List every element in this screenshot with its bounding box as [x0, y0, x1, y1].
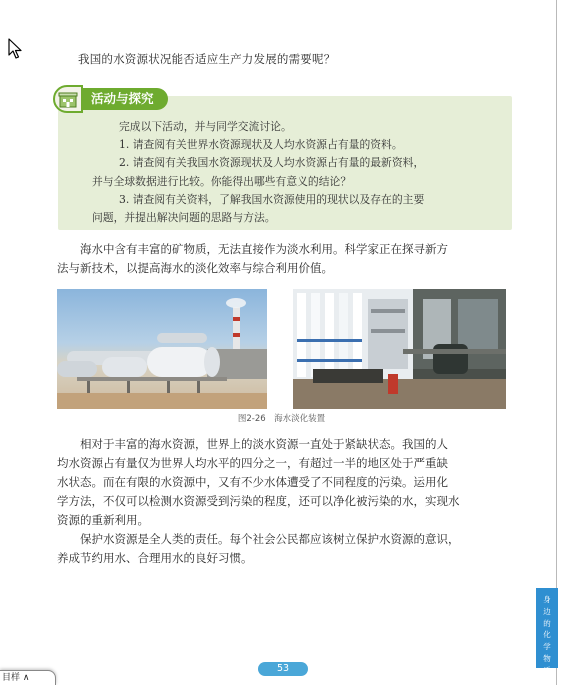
activity-line: 3. 请查阅有关资料，了解我国水资源使用的现状以及存在的主要 — [119, 192, 425, 206]
paragraph-protection — [57, 530, 460, 568]
chapter-side-tab — [536, 588, 558, 675]
activity-header — [53, 84, 168, 114]
side-tab-char: 边 — [543, 606, 551, 616]
activity-line: 1. 请查阅有关世界水资源现状及人均水资源占有量的资料。 — [119, 138, 403, 152]
desalination-plant-photo — [57, 289, 267, 409]
figure-caption: 图2-26 海水淡化装置 — [237, 414, 326, 424]
side-tab-char: 的 — [543, 618, 551, 628]
text-line: 相对于丰富的海水资源，世界上的淡水资源一直处于紧缺状态。我国的人 — [80, 437, 448, 451]
text-line: 法与新技术，以提高海水的淡化效率与综合利用价值。 — [57, 261, 333, 275]
text-line: 保护水资源是全人类的责任。每个社会公民都应该树立保护水资源的意识， — [80, 532, 460, 546]
text-line: 水状态。而在有限的水资源中，又有不少水体遭受了不同程度的污染。运用化 — [57, 475, 448, 489]
activity-title: 活动与探究 — [81, 88, 168, 110]
side-tab-char: 身 — [543, 595, 551, 604]
side-tab-char: 物 — [543, 653, 551, 663]
page-edge-rule — [556, 0, 557, 685]
text-line: 学方法，不仅可以检测水资源受到污染的程度，还可以净化被污染的水，实现水 — [57, 494, 460, 508]
laboratory-building-icon — [53, 85, 83, 113]
text-line: 海水中含有丰富的矿物质，无法直接作为淡水利用。科学家正在探寻新方 — [80, 242, 448, 256]
text-line: 均水资源占有量仅为世界人均水平的四分之一，有超过一半的地区处于严重缺 — [57, 456, 448, 470]
paragraph-freshwater — [57, 435, 460, 530]
activity-instructions — [92, 118, 512, 227]
side-tab-char: 质 — [543, 665, 551, 675]
activity-line: 2. 请查阅有关我国水资源现状及人均水资源占有量的最新资料， — [119, 156, 425, 170]
side-tab-char: 化 — [543, 630, 551, 640]
side-tab-char: 学 — [543, 642, 551, 652]
paragraph-seawater — [57, 240, 448, 278]
mouse-pointer-icon — [8, 38, 22, 60]
activity-line: 并与全球数据进行比较。你能得出哪些有意义的结论？ — [92, 174, 352, 188]
text-line: 养成节约用水、合理用水的良好习惯。 — [57, 551, 253, 565]
guiding-question: 我国的水资源状况能否适应生产力发展的需要呢？ — [78, 52, 336, 66]
bottom-panel-tab[interactable]: 目样 ∧ — [0, 670, 56, 685]
activity-line: 问题，并提出解决问题的思路与方法。 — [92, 211, 276, 225]
text-line: 资源的重新利用。 — [57, 513, 149, 527]
activity-line: 完成以下活动，并与同学交流讨论。 — [119, 120, 292, 133]
desalination-membrane-room-photo — [293, 289, 506, 409]
page-number: 53 — [258, 662, 308, 676]
